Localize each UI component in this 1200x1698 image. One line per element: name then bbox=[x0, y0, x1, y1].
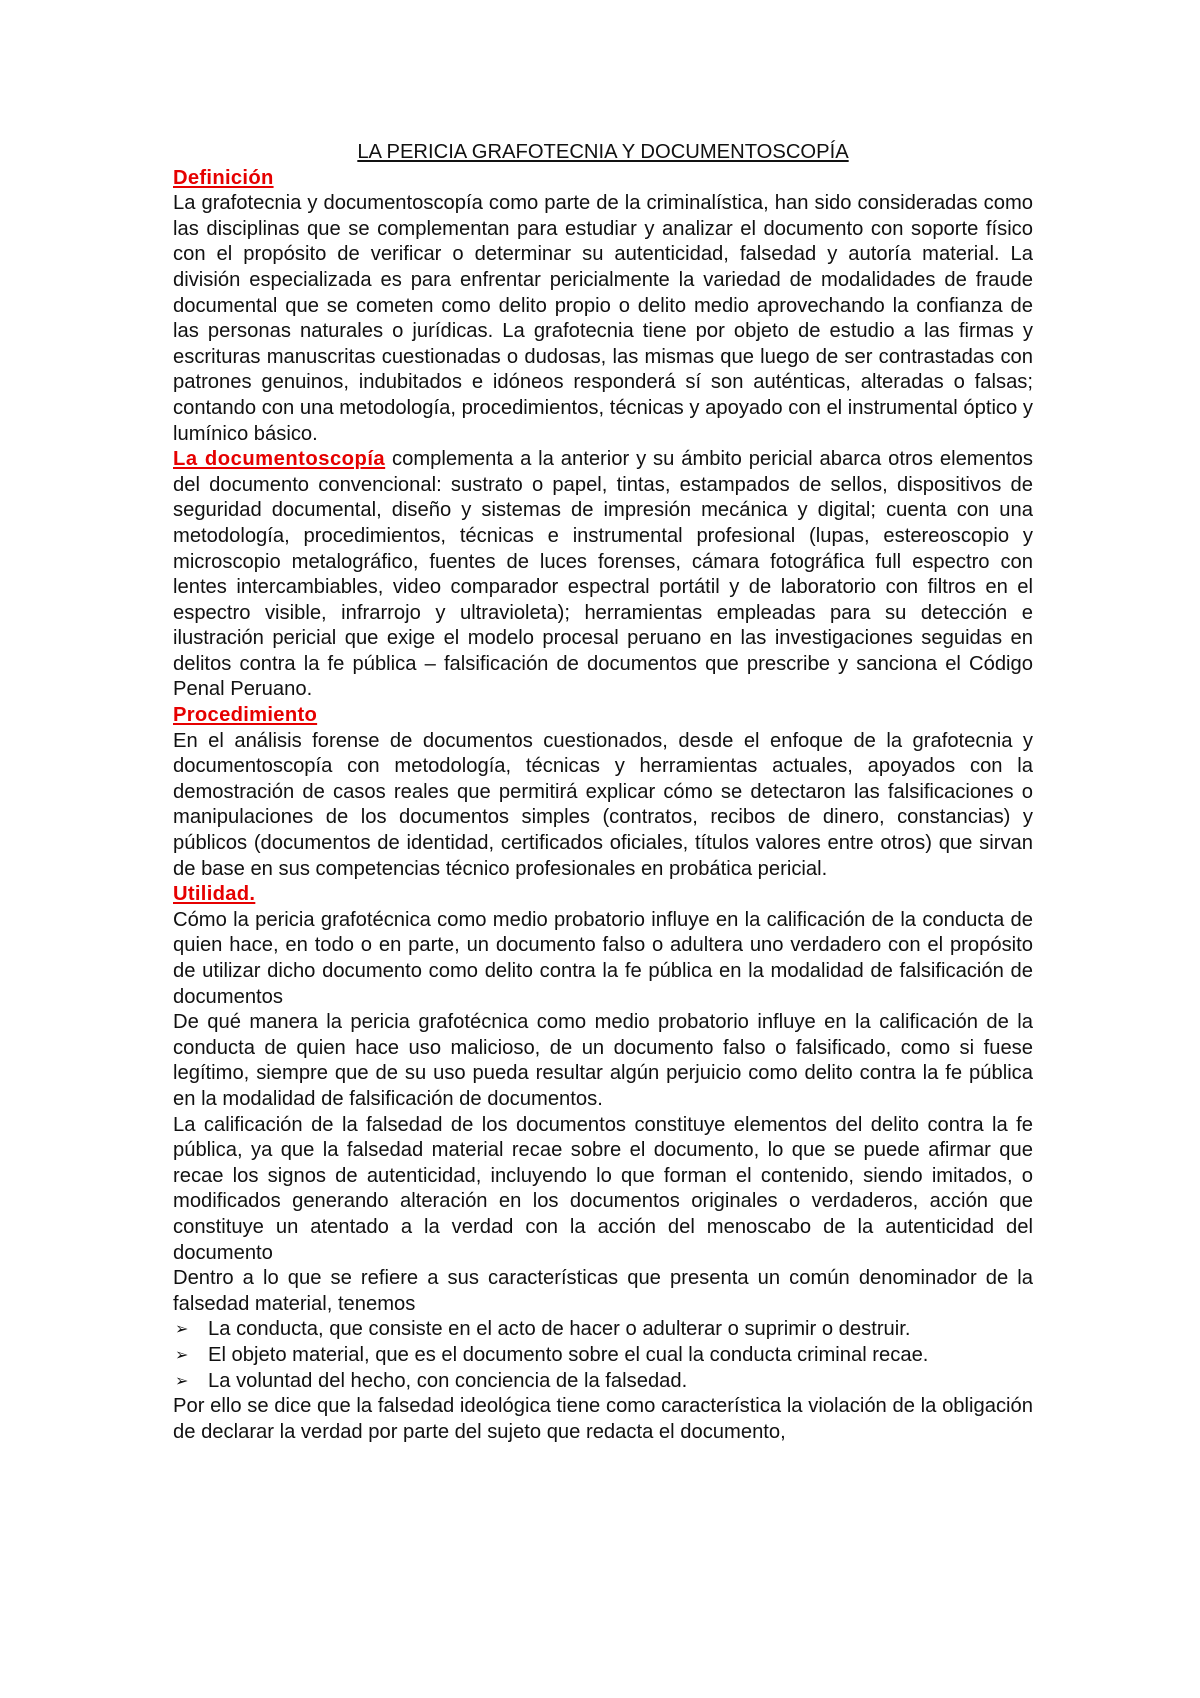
arrowhead-bullet-icon: ➢ bbox=[175, 1321, 189, 1339]
paragraph-utilidad-4: Dentro a lo que se refiere a sus características que presenta un común denominador de la falsedad material, tenemos bbox=[173, 1267, 1033, 1315]
list-item bbox=[173, 1317, 1033, 1343]
list-item bbox=[173, 1369, 1033, 1395]
list-item-text: La conducta, que consiste en el acto de hacer o adulterar o suprimir o destruir. bbox=[208, 1318, 911, 1341]
heading-documentoscopia: La documentoscopía bbox=[173, 448, 386, 471]
list-item-text: La voluntad del hecho, con conciencia de la falsedad. bbox=[208, 1369, 688, 1392]
paragraph-procedimiento: En el análisis forense de documentos cuestionados, desde el enfoque de la grafotecnia y documentoscopía con metodología, técnicas y herramientas actuales, apoyados con la demostración de casos reales que permitirá explicar cómo se detectaron las falsificaciones o manipulaciones de los documentos simples (contratos, recibos de dinero, constancias) y públicos (documentos de identidad, certificados oficiales, títulos valores entre otros) que sirvan de base en sus competencias técnico profesionales en probática pericial. bbox=[173, 729, 1033, 880]
arrowhead-bullet-icon: ➢ bbox=[175, 1346, 189, 1364]
document-page bbox=[173, 140, 1033, 1445]
paragraph-closing: Por ello se dice que la falsedad ideológica tiene como característica la violación de la obligación de declarar la verdad por parte del sujeto que redacta el documento, bbox=[173, 1395, 1033, 1443]
arrowhead-bullet-icon: ➢ bbox=[175, 1372, 189, 1390]
paragraph-utilidad-2: De qué manera la pericia grafotécnica como medio probatorio influye en la calificación de la conducta de quien hace uso malicioso, de un documento falso o falsificado, como si fuese legítimo, siempre que de su uso pueda resultar algún perjuicio como delito contra la fe pública en la modalidad de falsificación de documentos. bbox=[173, 1011, 1033, 1110]
documentoscopia-text: complementa a la anterior y su ámbito pericial abarca otros elementos del documento convencional: sustrato o papel, tintas, estampados de sellos, dispositivos de seguridad documental, diseño y sistemas de impresión mecánica y digital; cuenta con una metodología, procedimientos, técnicas e instrumental profesional (lupas, estereoscopio y microscopio metalográfico, fuentes de luces forenses, cámara fotográfica full espectro con lentes intercambiables, video comparador espectral portátil y de laboratorio con filtros en el espectro visible, infrarrojo y ultravioleta); herramientas empleadas para su detección e ilustración pericial que exige el modelo procesal peruano en las investigaciones seguidas en delitos contra la fe pública – falsificación de documentos que prescribe y sanciona el Código Penal Peruano. bbox=[173, 448, 1033, 701]
document-title: LA PERICIA GRAFOTECNIA Y DOCUMENTOSCOPÍA bbox=[357, 141, 849, 163]
characteristics-list bbox=[173, 1317, 1033, 1394]
paragraph-utilidad-1: Cómo la pericia grafotécnica como medio probatorio influye en la calificación de la conducta de quien hace, en todo o en parte, un documento falso o adultera uno verdadero con el propósito de utilizar dicho documento como delito contra la fe pública en la modalidad de falsificación de documentos bbox=[173, 908, 1033, 1008]
paragraph-definicion: La grafotecnia y documentoscopía como parte de la criminalística, han sido consideradas como las disciplinas que se complementan para estudiar y analizar el documento con soporte físico con el propósito de verificar o determinar su autenticidad, falsedad y autoría material. La división especializada es para enfrentar pericialmente la variedad de modalidades de fraude documental que se cometen como delito propio o delito medio aprovechando la confianza de las personas naturales o jurídicas. La grafotecnia tiene por objeto de estudio a las firmas y escrituras manuscritas cuestionadas o dudosas, las mismas que luego de ser contrastadas con patrones genuinos, indubitados e idóneos responderá sí son auténticas, alteradas o falsas; contando con una metodología, procedimientos, técnicas y apoyado con el instrumental óptico y lumínico básico. bbox=[173, 192, 1033, 445]
heading-definicion: Definición bbox=[173, 166, 274, 189]
list-item bbox=[173, 1343, 1033, 1369]
paragraph-utilidad-3: La calificación de la falsedad de los documentos constituye elementos del delito contra la fe pública, ya que la falsedad material recae sobre el documento, lo que se puede afirmar que recae los signos de autenticidad, incluyendo lo que forman el contenido, siendo imitados, o modificados generando alteración en los documentos originales o verdaderos, acción que constituye un atentado a la verdad con la acción del menoscabo de la autenticidad del documento bbox=[173, 1113, 1033, 1264]
heading-utilidad: Utilidad. bbox=[173, 883, 256, 906]
list-item-text: El objeto material, que es el documento sobre el cual la conducta criminal recae. bbox=[208, 1343, 929, 1366]
paragraph-documentoscopia bbox=[173, 447, 1033, 703]
heading-procedimiento: Procedimiento bbox=[173, 704, 318, 727]
